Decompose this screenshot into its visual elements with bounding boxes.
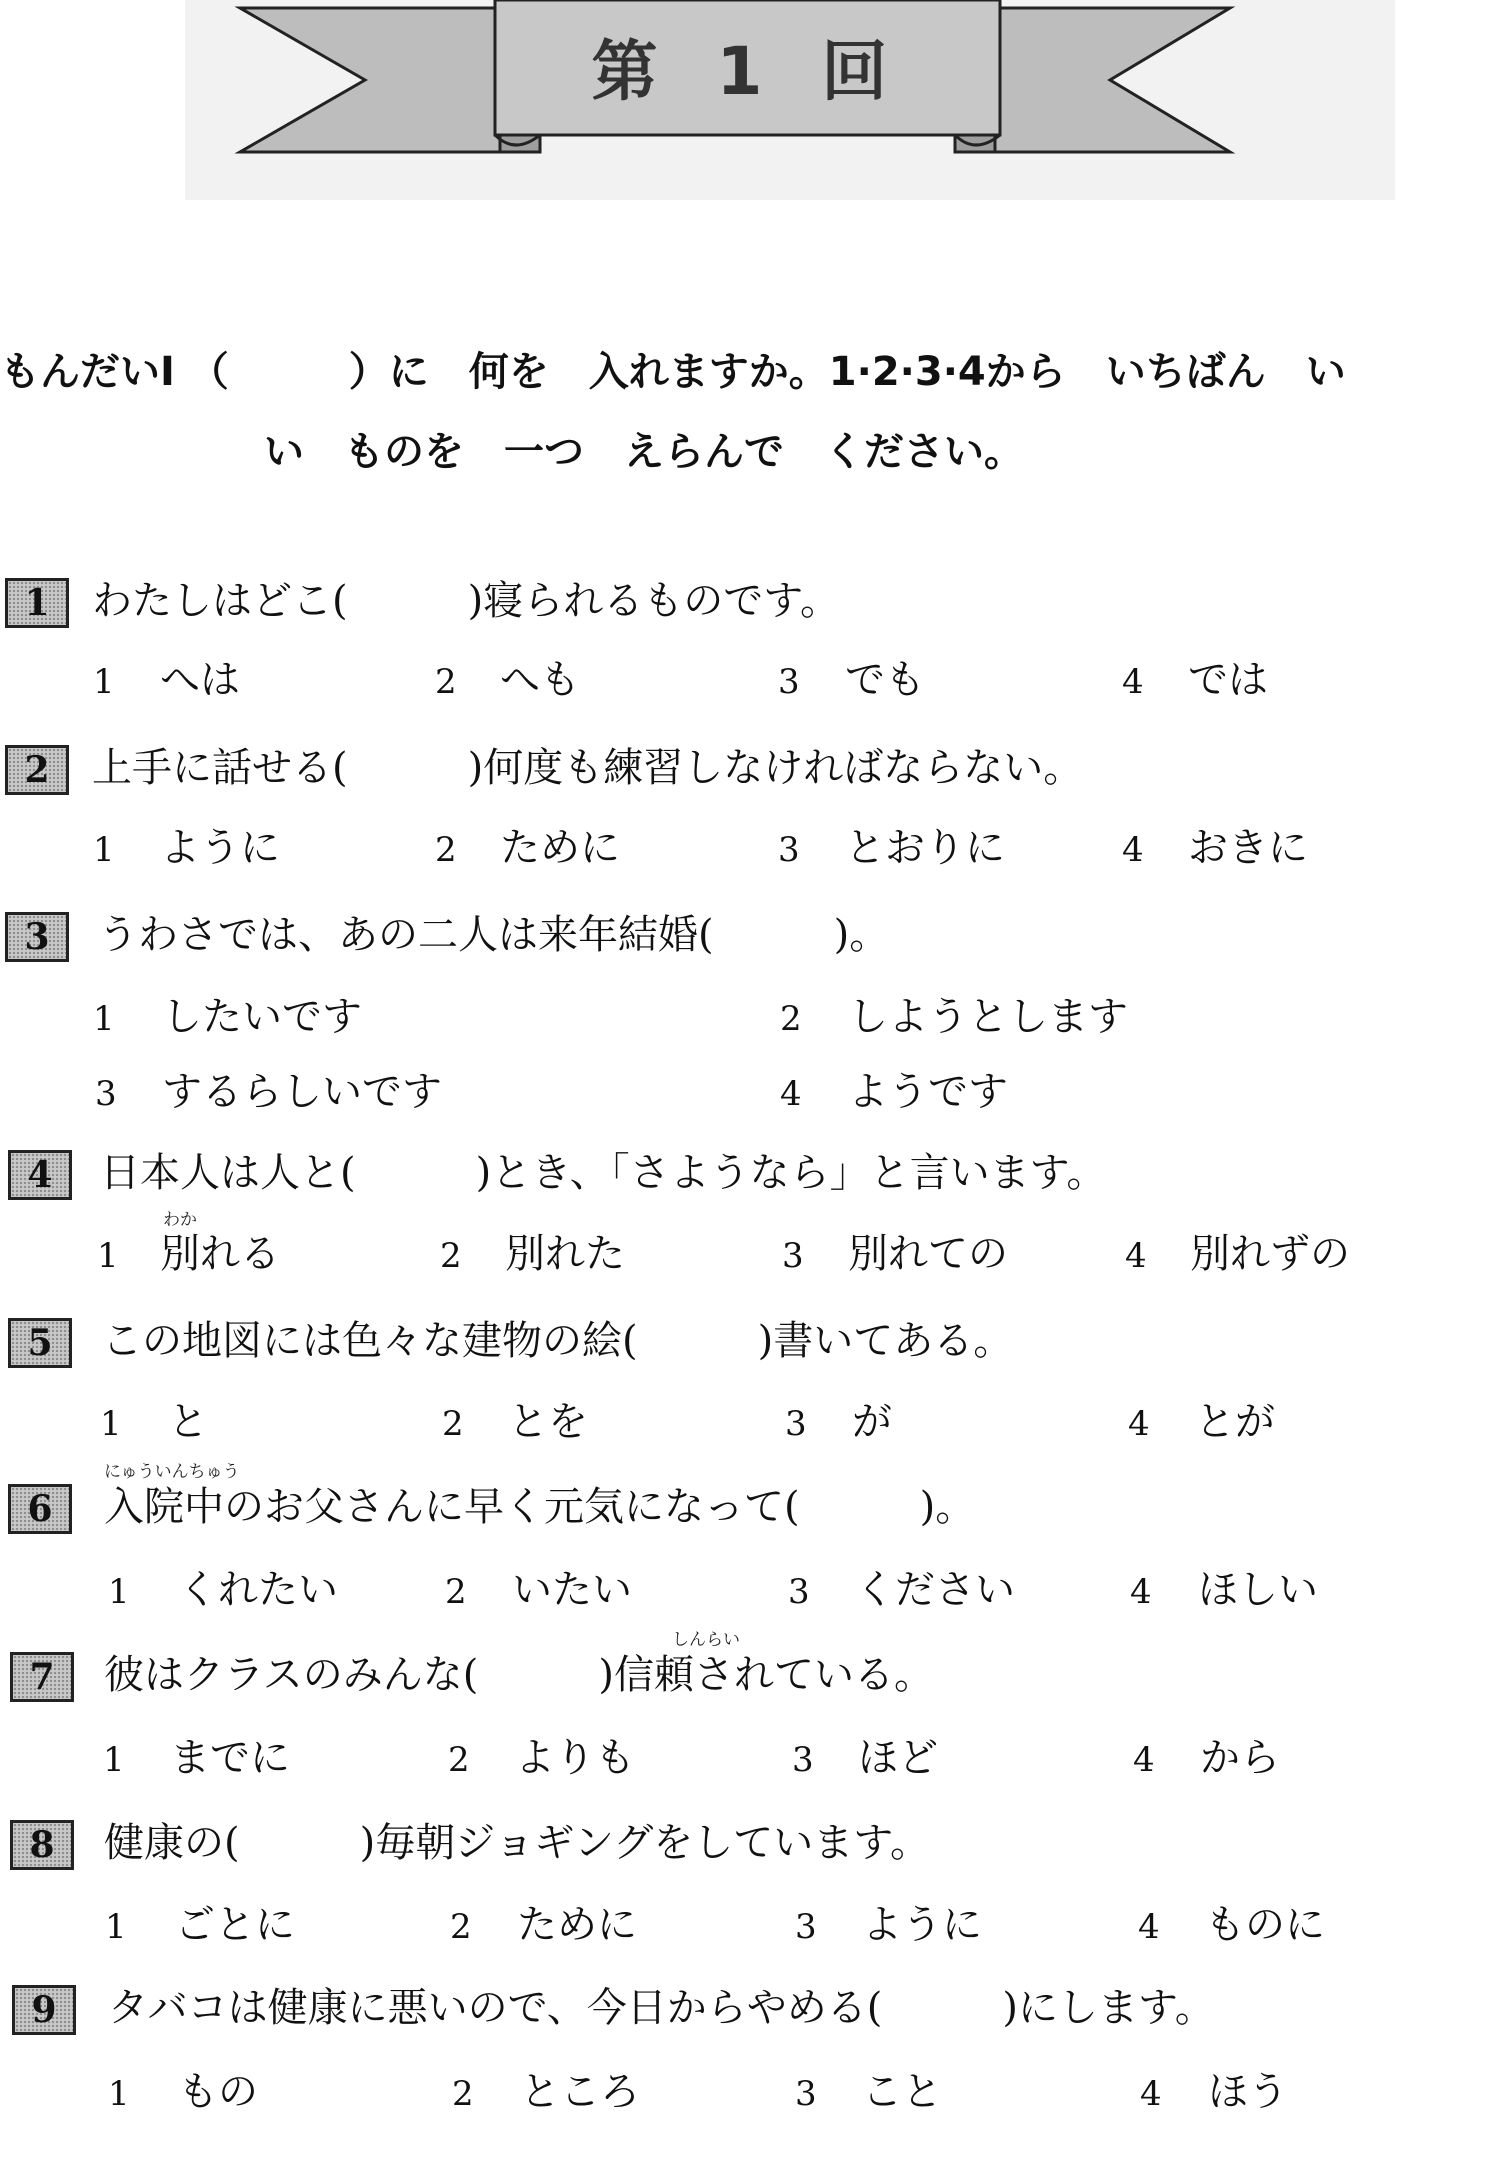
option-number: 2 xyxy=(780,999,802,1039)
option-number: 4 xyxy=(1122,830,1144,870)
furigana-shinrai: しんらい xyxy=(672,1630,740,1650)
option-number: 4 xyxy=(780,1074,802,1114)
option-number: 1 xyxy=(100,1404,122,1444)
option-number: 1 xyxy=(93,830,115,870)
question-text: この地図には色々な建物の絵( )書いてある。 xyxy=(102,1318,1014,1364)
option-text: ように xyxy=(862,1902,982,1948)
option-number: 2 xyxy=(445,1572,467,1612)
option-number: 4 xyxy=(1130,1572,1152,1612)
option-text: とを xyxy=(508,1399,588,1445)
furigana-wakareru: わか xyxy=(163,1210,197,1230)
option-text: 別れずの xyxy=(1190,1231,1350,1277)
option-number: 4 xyxy=(1128,1404,1150,1444)
option-number: 3 xyxy=(778,830,800,870)
option-number: 1 xyxy=(97,1236,119,1276)
option-number: 4 xyxy=(1140,2074,1162,2114)
option-number: 3 xyxy=(788,1572,810,1612)
option-number: 4 xyxy=(1138,1907,1160,1947)
option-number: 1 xyxy=(105,1907,127,1947)
option-number: 2 xyxy=(435,830,457,870)
option-text: 別れた xyxy=(505,1231,625,1277)
option-number: 3 xyxy=(95,1074,117,1114)
option-text: へも xyxy=(500,657,580,703)
option-text: するらしいです xyxy=(162,1069,442,1115)
option-number: 2 xyxy=(435,662,457,702)
option-text: へは xyxy=(160,657,240,703)
option-text: よりも xyxy=(515,1735,635,1781)
option-text: こと xyxy=(862,2069,942,2115)
option-number: 2 xyxy=(442,1404,464,1444)
option-number: 1 xyxy=(93,662,115,702)
question-number-box: 9 xyxy=(12,1985,76,2035)
question-text: 彼はクラスのみんな( )信頼されている。 xyxy=(104,1652,935,1698)
option-text: ために xyxy=(500,825,620,871)
question-text: 上手に話せる( )何度も練習しなければならない。 xyxy=(92,745,1084,791)
question-number-box: 8 xyxy=(10,1820,74,1870)
option-number: 4 xyxy=(1125,1236,1147,1276)
option-number: 2 xyxy=(450,1907,472,1947)
instruction-line-2: い ものを 一つ えらんで ください。 xyxy=(264,429,1024,475)
option-text: くれたい xyxy=(178,1567,338,1613)
question-text: わたしはどこ( )寝られるものです。 xyxy=(92,578,841,624)
question-number-box: 2 xyxy=(5,745,69,795)
option-text: とおりに xyxy=(845,825,1005,871)
option-text: ごとに xyxy=(175,1902,295,1948)
option-number: 2 xyxy=(452,2074,474,2114)
option-number: 1 xyxy=(93,999,115,1039)
option-text: ほう xyxy=(1208,2069,1288,2115)
option-text: もの xyxy=(178,2069,258,2115)
option-number: 3 xyxy=(792,1740,814,1780)
option-text: おきに xyxy=(1188,825,1308,871)
option-number: 4 xyxy=(1133,1740,1155,1780)
option-text: ように xyxy=(160,825,280,871)
option-number: 3 xyxy=(782,1236,804,1276)
question-text: 日本人は人と( )とき、「さようなら」と言います。 xyxy=(100,1150,1107,1196)
option-text: でも xyxy=(845,657,925,703)
option-number: 1 xyxy=(108,1572,130,1612)
option-number: 1 xyxy=(108,2074,130,2114)
option-text: ください xyxy=(855,1567,1015,1613)
question-number-box: 5 xyxy=(8,1318,72,1368)
banner-title: 第 1 回 xyxy=(591,33,906,110)
question-number-box: 6 xyxy=(8,1484,72,1534)
option-number: 3 xyxy=(785,1404,807,1444)
option-text: しようとします xyxy=(848,994,1128,1040)
option-text: 別れる xyxy=(160,1231,280,1277)
question-number-box: 7 xyxy=(10,1652,74,1702)
question-text: タバコは健康に悪いので、今日からやめる( )にします。 xyxy=(108,1985,1215,2031)
option-text: と xyxy=(168,1399,208,1445)
option-text: から xyxy=(1200,1735,1280,1781)
option-text: 別れての xyxy=(848,1231,1008,1277)
option-number: 3 xyxy=(795,2074,817,2114)
option-text: ようです xyxy=(848,1069,1008,1115)
option-text: ものに xyxy=(1205,1902,1325,1948)
option-text: いたい xyxy=(512,1567,632,1613)
question-text: 健康の( )毎朝ジョギングをしています。 xyxy=(104,1820,931,1866)
option-text: が xyxy=(852,1399,892,1445)
option-text: ところ xyxy=(520,2069,640,2115)
option-number: 3 xyxy=(778,662,800,702)
option-number: 2 xyxy=(440,1236,462,1276)
option-text: したいです xyxy=(162,994,362,1040)
question-text: 入院中のお父さんに早く元気になって( )。 xyxy=(104,1484,976,1530)
option-number: 2 xyxy=(448,1740,470,1780)
option-number: 1 xyxy=(103,1740,125,1780)
option-number: 4 xyxy=(1122,662,1144,702)
option-text: ほしい xyxy=(1198,1567,1318,1613)
option-text: とが xyxy=(1195,1399,1275,1445)
question-number-box: 1 xyxy=(5,578,69,628)
option-text: ために xyxy=(517,1902,637,1948)
question-text: うわさでは、あの二人は来年結婚( )。 xyxy=(98,912,890,958)
question-number-box: 3 xyxy=(5,912,69,962)
question-number-box: 4 xyxy=(8,1150,72,1200)
option-text: ほど xyxy=(858,1735,938,1781)
option-number: 3 xyxy=(795,1907,817,1947)
option-text: までに xyxy=(170,1735,290,1781)
instruction-line-1: もんだいⅠ （ ）に 何を 入れますか。1·2·3·4から いちばん い xyxy=(0,349,1346,395)
option-text: では xyxy=(1188,657,1268,703)
furigana-nyuuinchuu: にゅういんちゅう xyxy=(104,1462,240,1482)
